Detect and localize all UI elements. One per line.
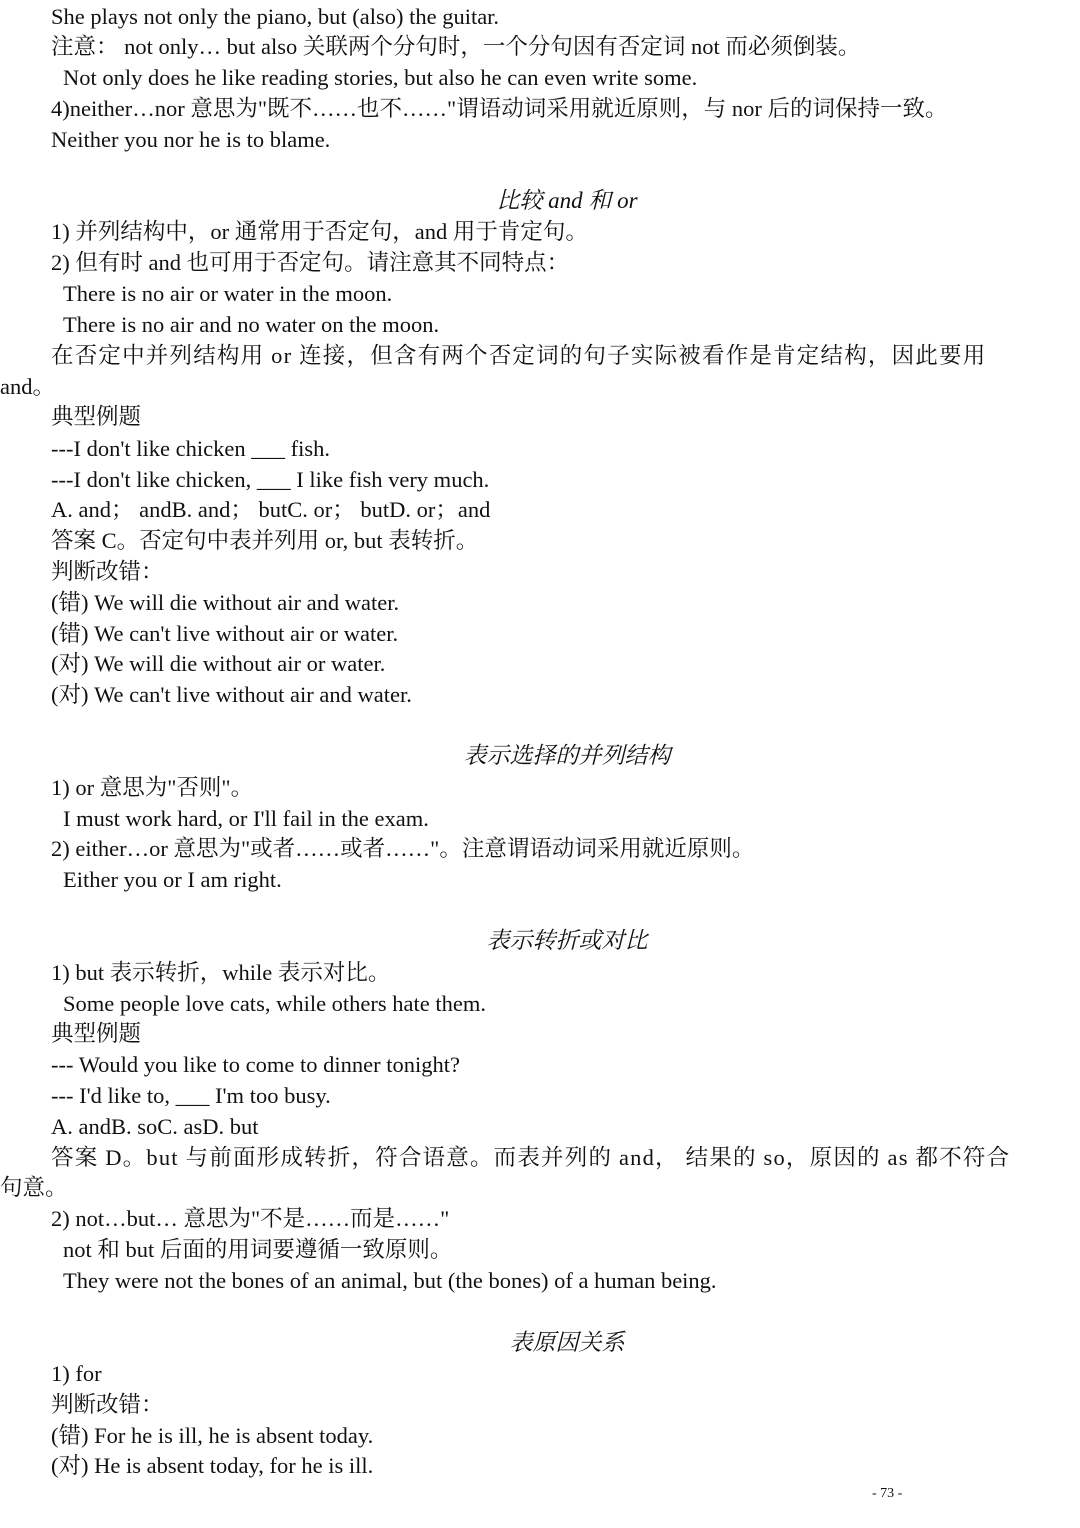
answer-explanation: 句意。 — [0, 1175, 68, 1200]
question-line: --- Would you like to come to dinner tonight? — [51, 1052, 460, 1077]
text-line: 1) but 表示转折，while 表示对比。 — [51, 960, 391, 985]
text-line: 2) not…but… 意思为"不是……而是……" — [51, 1206, 450, 1231]
example-sentence: Either you or I am right. — [63, 867, 282, 892]
text-line: 在否定中并列结构用 or 连接，但含有两个否定词的句子实际被看作是肯定结构，因此要用 — [51, 343, 987, 368]
section-heading: 表示转折或对比 — [486, 928, 648, 953]
answer-options: A. andB. soC. asD. but — [51, 1114, 259, 1139]
text-line: 1) or 意思为"否则"。 — [51, 775, 254, 800]
example-sentence: I must work hard, or I'll fail in the exam. — [63, 806, 429, 831]
example-sentence: Not only does he like reading stories, but also he can even write some. — [63, 65, 698, 90]
correction-line: (对) He is absent today, for he is ill. — [51, 1453, 374, 1478]
subheading: 典型例题 — [51, 1021, 142, 1046]
section-heading: 比较 and 和 or — [496, 188, 638, 213]
page-number: - 73 - — [872, 1486, 903, 1501]
correction-line: (错) We can't live without air or water. — [51, 621, 399, 646]
text-line: 2) 但有时 and 也可用于否定句。请注意其不同特点： — [51, 250, 570, 275]
text-line: 4)neither…nor 意思为"既不……也不……"谓语动词采用就近原则，与 nor 后的词保持一致。 — [51, 96, 948, 121]
text-line: 注意： not only… but also 关联两个分句时，一个分句因有否定词 not 而必须倒装。 — [51, 34, 861, 59]
example-sentence: Neither you nor he is to blame. — [51, 127, 331, 152]
text-line: 1) for — [51, 1361, 102, 1386]
question-line: --- I'd like to, ___ I'm too busy. — [51, 1083, 331, 1108]
correction-line: (对) We can't live without air and water. — [51, 682, 412, 707]
example-sentence: They were not the bones of an animal, but (the bones) of a human being. — [63, 1268, 717, 1293]
subheading: 判断改错： — [51, 559, 164, 584]
text-line: and。 — [0, 374, 55, 399]
text-line: She plays not only the piano, but (also) the guitar. — [51, 4, 500, 29]
correction-line: (错) For he is ill, he is absent today. — [51, 1423, 374, 1448]
question-line: ---I don't like chicken ___ fish. — [51, 436, 330, 461]
correction-line: (对) We will die without air or water. — [51, 651, 386, 676]
text-line: 1) 并列结构中，or 通常用于否定句，and 用于肯定句。 — [51, 219, 588, 244]
answer-explanation: 答案 C。否定句中表并列用 or, but 表转折。 — [51, 528, 479, 553]
subheading: 判断改错： — [51, 1392, 164, 1417]
example-sentence: There is no air and no water on the moon. — [63, 312, 440, 337]
correction-line: (错) We will die without air and water. — [51, 590, 400, 615]
question-line: ---I don't like chicken, ___ I like fish very much. — [51, 467, 490, 492]
subheading: 典型例题 — [51, 404, 142, 429]
example-sentence: There is no air or water in the moon. — [63, 281, 393, 306]
section-heading: 表示选择的并列结构 — [463, 743, 671, 768]
text-line: 2) either…or 意思为"或者……或者……"。注意谓语动词采用就近原则。 — [51, 836, 755, 861]
example-sentence: Some people love cats, while others hate them. — [63, 991, 487, 1016]
answer-explanation: 答案 D。but 与前面形成转折，符合语意。而表并列的 and， 结果的 so，原因的 as 都不符合 — [51, 1145, 1011, 1170]
text-line: not 和 but 后面的用词要遵循一致原则。 — [63, 1237, 453, 1262]
answer-options: A. and； andB. and； butC. or； butD. or；and — [51, 497, 491, 522]
section-heading: 表原因关系 — [509, 1330, 625, 1355]
